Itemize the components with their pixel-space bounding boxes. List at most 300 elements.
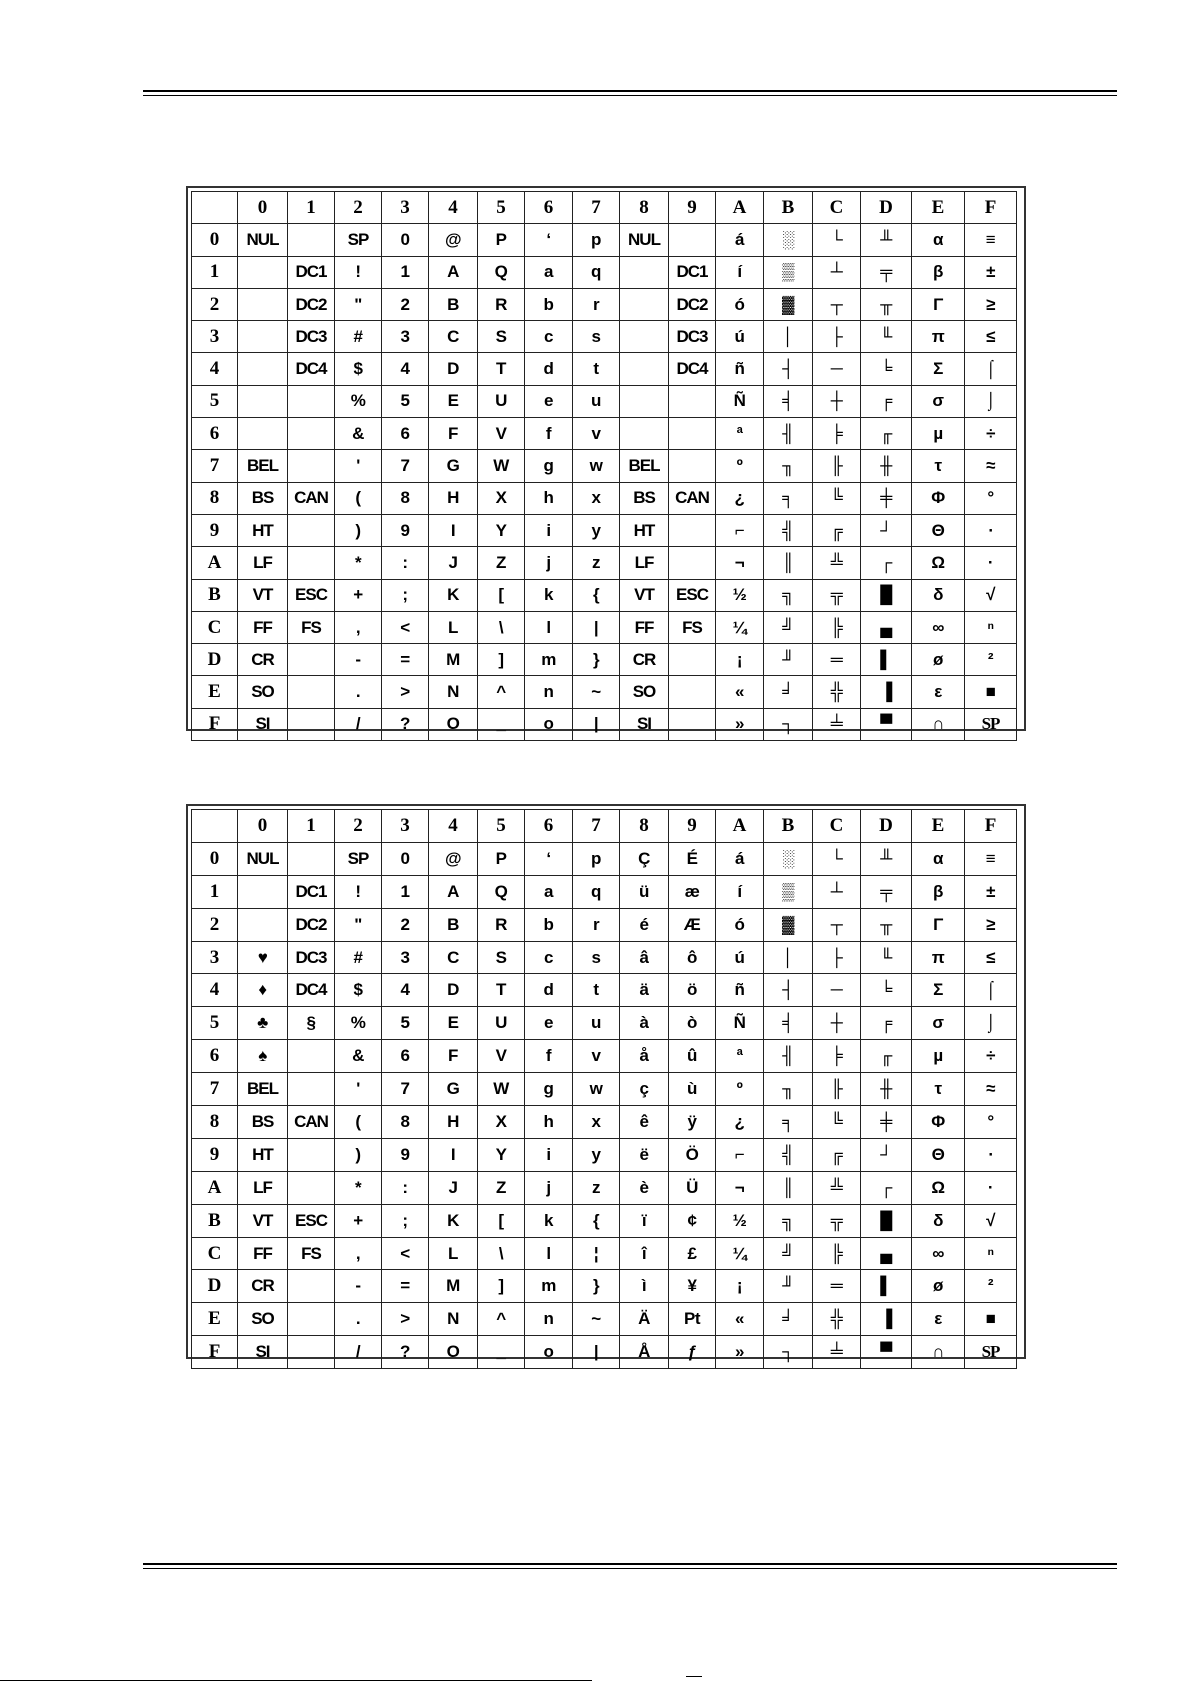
char-cell: Z [478,547,525,579]
column-header: 2 [335,192,382,224]
char-cell: ╣ [764,1138,813,1171]
char-cell: ∞ [912,611,965,643]
char-cell: p [573,224,620,256]
char-cell: ╣ [764,514,813,546]
char-cell: NUL [238,224,288,256]
char-cell: d [525,974,573,1007]
char-cell: Pt [669,1303,716,1336]
char-cell: ) [335,514,382,546]
char-cell: FS [288,1237,335,1270]
char-cell: ∞ [912,1237,965,1270]
char-cell: ü [620,875,669,908]
row-header: 3 [192,941,238,974]
footer-rule-thin [143,1568,1117,1569]
char-cell: - [335,1270,382,1303]
char-cell: | [573,708,620,740]
char-cell: l [525,1237,573,1270]
column-header: 6 [525,192,573,224]
table-row [192,1303,1017,1336]
char-cell: ╛ [764,1303,813,1336]
char-cell: G [429,450,478,482]
char-cell: A [429,875,478,908]
char-cell: ♠ [238,1040,288,1073]
char-cell: │ [764,941,813,974]
char-cell: 6 [382,1040,429,1073]
column-header: 9 [669,192,716,224]
char-cell: ² [965,644,1017,676]
char-cell: B [429,288,478,320]
char-cell: ± [965,875,1017,908]
char-cell: 9 [382,1138,429,1171]
char-cell: z [573,547,620,579]
char-cell: ┌ [861,1171,912,1204]
char-cell: 8 [382,482,429,514]
char-cell: à [620,1007,669,1040]
char-cell: ¡ [716,644,764,676]
char-cell: √ [965,579,1017,611]
table-row [192,1007,1017,1040]
char-cell: = [382,1270,429,1303]
header-rule [143,90,1117,92]
char-cell: | [573,1336,620,1369]
char-cell: FS [288,611,335,643]
char-cell [288,1171,335,1204]
char-cell: ╟ [813,1073,861,1106]
row-header: 7 [192,450,238,482]
char-cell: α [912,224,965,256]
char-cell: _ [478,1336,525,1369]
char-cell: i [525,514,573,546]
char-cell: - [335,644,382,676]
char-cell: ▓ [764,288,813,320]
char-cell: ^ [478,676,525,708]
char-cell: x [573,482,620,514]
char-cell: ; [382,1204,429,1237]
char-cell: ∩ [912,1336,965,1369]
table-row [192,1106,1017,1139]
char-cell: W [478,1073,525,1106]
char-cell: J [429,1171,478,1204]
table-row [192,385,1017,417]
char-cell: CAN [288,1106,335,1139]
table-row [192,1270,1017,1303]
column-header: 4 [429,810,478,843]
char-cell: ñ [716,974,764,1007]
char-cell: DC1 [669,256,716,288]
column-header: F [965,810,1017,843]
char-cell: ╓ [861,1040,912,1073]
char-cell: N [429,676,478,708]
char-cell: e [525,1007,573,1040]
char-cell: 5 [382,385,429,417]
char-cell: · [965,547,1017,579]
char-cell: ⁿ [965,611,1017,643]
row-header: 2 [192,908,238,941]
char-cell: M [429,1270,478,1303]
char-cell: æ [669,875,716,908]
char-cell: ▒ [764,256,813,288]
char-cell: G [429,1073,478,1106]
char-cell: NUL [238,842,288,875]
char-cell: H [429,482,478,514]
char-cell: ô [669,941,716,974]
char-cell: ª [716,418,764,450]
char-cell: Σ [912,353,965,385]
char-cell: > [382,1303,429,1336]
char-cell: V [478,418,525,450]
char-cell: ≤ [965,941,1017,974]
char-cell: R [478,288,525,320]
char-cell: ╢ [764,418,813,450]
char-cell: µ [912,1040,965,1073]
column-header: D [861,810,912,843]
char-cell: d [525,353,573,385]
char-cell [669,644,716,676]
char-cell: ≈ [965,1073,1017,1106]
char-cell [669,224,716,256]
char-cell: ∩ [912,708,965,740]
column-header: 5 [478,192,525,224]
char-cell: ¥ [669,1270,716,1303]
char-cell: ⌐ [716,514,764,546]
char-cell: f [525,1040,573,1073]
char-cell: _ [478,708,525,740]
char-cell: P [478,842,525,875]
char-cell: DC4 [288,353,335,385]
char-cell: \ [478,611,525,643]
column-header: 3 [382,192,429,224]
char-cell: O [429,708,478,740]
char-cell: ╗ [764,1204,813,1237]
char-cell: ε [912,1303,965,1336]
row-header: D [192,644,238,676]
char-cell: / [335,1336,382,1369]
char-cell: o [525,708,573,740]
char-cell: ä [620,974,669,1007]
char-cell: & [335,418,382,450]
table-row [192,1138,1017,1171]
char-cell: D [429,974,478,1007]
char-cell: SO [238,676,288,708]
char-cell: n [525,1303,573,1336]
char-cell: ╡ [764,385,813,417]
char-cell: n [525,676,573,708]
char-cell: . [335,676,382,708]
row-header: 4 [192,353,238,385]
char-cell: , [335,1237,382,1270]
char-cell: ╤ [861,256,912,288]
char-cell: @ [429,224,478,256]
char-cell: β [912,875,965,908]
char-cell: , [335,611,382,643]
char-cell: > [382,676,429,708]
char-cell: ╫ [861,1073,912,1106]
corner-cell [192,192,238,224]
char-cell: $ [335,974,382,1007]
char-cell: * [335,1171,382,1204]
char-cell: ╓ [861,418,912,450]
char-cell: Ñ [716,1007,764,1040]
char-cell: ╖ [764,450,813,482]
char-cell: ¼ [716,611,764,643]
char-cell: ' [335,450,382,482]
char-cell: ‘ [525,224,573,256]
char-cell: F [429,418,478,450]
char-cell: § [288,1007,335,1040]
char-cell: ╘ [861,353,912,385]
char-cell [288,514,335,546]
column-header: A [716,810,764,843]
table-row [192,482,1017,514]
row-header: C [192,611,238,643]
table-row [192,1237,1017,1270]
char-cell: 1 [382,256,429,288]
char-cell: ╕ [764,482,813,514]
char-cell: DC3 [288,321,335,353]
row-header: F [192,708,238,740]
char-cell: ┬ [813,288,861,320]
char-cell: ╦ [813,579,861,611]
char-cell: ╠ [813,1237,861,1270]
char-cell: ╪ [861,1106,912,1139]
header-rule-thin [143,95,1117,96]
char-cell: F [429,1040,478,1073]
char-cell: ╙ [861,321,912,353]
char-cell: P [478,224,525,256]
char-cell: D [429,353,478,385]
char-cell: HT [238,514,288,546]
column-header: 0 [238,192,288,224]
char-cell: BS [238,482,288,514]
char-cell: U [478,385,525,417]
char-cell: E [429,1007,478,1040]
char-cell: ╟ [813,450,861,482]
char-cell: & [335,1040,382,1073]
char-cell: ~ [573,1303,620,1336]
table-row [192,676,1017,708]
char-cell: ╨ [861,224,912,256]
char-cell: ( [335,482,382,514]
char-cell: ╬ [813,676,861,708]
char-cell [620,385,669,417]
char-cell: ╛ [764,676,813,708]
char-cell: º [716,1073,764,1106]
char-cell [238,908,288,941]
row-header: 1 [192,256,238,288]
char-cell: Θ [912,1138,965,1171]
char-cell: ] [478,644,525,676]
char-cell: ▄ [861,611,912,643]
char-cell: m [525,644,573,676]
char-cell [669,385,716,417]
row-header: 3 [192,321,238,353]
char-cell: BS [620,482,669,514]
char-cell: ░ [764,224,813,256]
char-cell: ┴ [813,875,861,908]
char-cell: * [335,547,382,579]
char-cell: VT [238,579,288,611]
char-cell: LF [238,1171,288,1204]
char-cell [288,1040,335,1073]
row-header: C [192,1237,238,1270]
char-cell: 2 [382,288,429,320]
char-cell: SP [965,1336,1017,1369]
char-cell: ú [716,321,764,353]
char-cell: ' [335,1073,382,1106]
char-cell: ╢ [764,1040,813,1073]
char-cell: + [335,1204,382,1237]
char-cell: % [335,385,382,417]
char-cell: ² [965,1270,1017,1303]
table-row [192,450,1017,482]
char-cell: ÿ [669,1106,716,1139]
char-cell: 7 [382,450,429,482]
char-cell: ▒ [764,875,813,908]
char-cell: z [573,1171,620,1204]
char-cell: ‘ [525,842,573,875]
char-cell: DC1 [288,875,335,908]
char-cell: R [478,908,525,941]
header-row [192,192,1017,224]
char-cell: σ [912,385,965,417]
char-cell: ] [478,1270,525,1303]
char-cell: Ñ [716,385,764,417]
char-cell: ╜ [764,1270,813,1303]
char-cell [288,676,335,708]
char-cell: 1 [382,875,429,908]
char-cell: } [573,644,620,676]
char-cell: µ [912,418,965,450]
char-cell: ⌠ [965,353,1017,385]
char-cell: ½ [716,579,764,611]
char-cell: ╖ [764,1073,813,1106]
char-cell: 3 [382,321,429,353]
char-cell: █ [861,1204,912,1237]
char-cell: V [478,1040,525,1073]
char-cell: ù [669,1073,716,1106]
char-cell: ° [965,1106,1017,1139]
char-cell: ì [620,1270,669,1303]
char-cell: ♦ [238,974,288,1007]
char-cell: @ [429,842,478,875]
char-cell: ▄ [861,1237,912,1270]
char-cell: î [620,1237,669,1270]
table-row [192,708,1017,740]
char-cell: ε [912,676,965,708]
char-cell: b [525,288,573,320]
row-header: 0 [192,224,238,256]
char-cell: σ [912,1007,965,1040]
table-row [192,1204,1017,1237]
char-cell: └ [813,224,861,256]
row-header: 0 [192,842,238,875]
char-cell: ■ [965,676,1017,708]
column-header: 7 [573,192,620,224]
char-cell [288,418,335,450]
char-cell: ▐ [861,1303,912,1336]
char-cell: $ [335,353,382,385]
char-cell: v [573,1040,620,1073]
char-cell: FF [238,1237,288,1270]
footer-rule [143,1563,1117,1565]
char-cell: ; [382,579,429,611]
char-cell: ESC [288,1204,335,1237]
char-cell: « [716,1303,764,1336]
char-cell: : [382,547,429,579]
table-row [192,644,1017,676]
char-cell: 7 [382,1073,429,1106]
char-cell: g [525,1073,573,1106]
row-header: 6 [192,1040,238,1073]
char-cell: ⌡ [965,385,1017,417]
char-cell: Ö [669,1138,716,1171]
char-cell: â [620,941,669,974]
char-cell: δ [912,1204,965,1237]
char-cell: Æ [669,908,716,941]
char-cell: δ [912,579,965,611]
char-cell: 4 [382,353,429,385]
char-cell [288,708,335,740]
char-cell: BS [238,1106,288,1139]
char-cell: H [429,1106,478,1139]
char-cell: ┘ [861,514,912,546]
char-cell [620,353,669,385]
char-cell: ó [716,908,764,941]
code-table-2-frame [186,804,1026,1363]
char-cell: ╝ [764,1237,813,1270]
table-row [192,941,1017,974]
column-header: 4 [429,192,478,224]
char-cell: ╒ [861,1007,912,1040]
char-cell: L [429,611,478,643]
char-cell [288,1336,335,1369]
char-cell: ÷ [965,418,1017,450]
char-cell [288,644,335,676]
char-cell: ┼ [813,385,861,417]
row-header: D [192,1270,238,1303]
char-cell: 3 [382,941,429,974]
char-cell: DC4 [288,974,335,1007]
char-cell: Γ [912,288,965,320]
char-cell [238,353,288,385]
char-cell: ö [669,974,716,1007]
char-cell: Q [478,256,525,288]
char-cell: i [525,1138,573,1171]
char-cell: O [429,1336,478,1369]
char-cell: ╥ [861,288,912,320]
char-cell: √ [965,1204,1017,1237]
char-cell: ├ [813,941,861,974]
char-cell: { [573,579,620,611]
char-cell: Ä [620,1303,669,1336]
table-row [192,514,1017,546]
char-cell [669,547,716,579]
char-cell: τ [912,450,965,482]
row-header: 9 [192,514,238,546]
char-cell: ¡ [716,1270,764,1303]
char-cell: M [429,644,478,676]
char-cell: ≤ [965,321,1017,353]
char-cell: ç [620,1073,669,1106]
char-cell: SO [238,1303,288,1336]
char-cell: ╬ [813,1303,861,1336]
char-cell: ┐ [764,1336,813,1369]
char-cell: DC2 [288,908,335,941]
char-cell: ╠ [813,611,861,643]
char-cell: é [620,908,669,941]
char-cell: LF [620,547,669,579]
char-cell: ñ [716,353,764,385]
